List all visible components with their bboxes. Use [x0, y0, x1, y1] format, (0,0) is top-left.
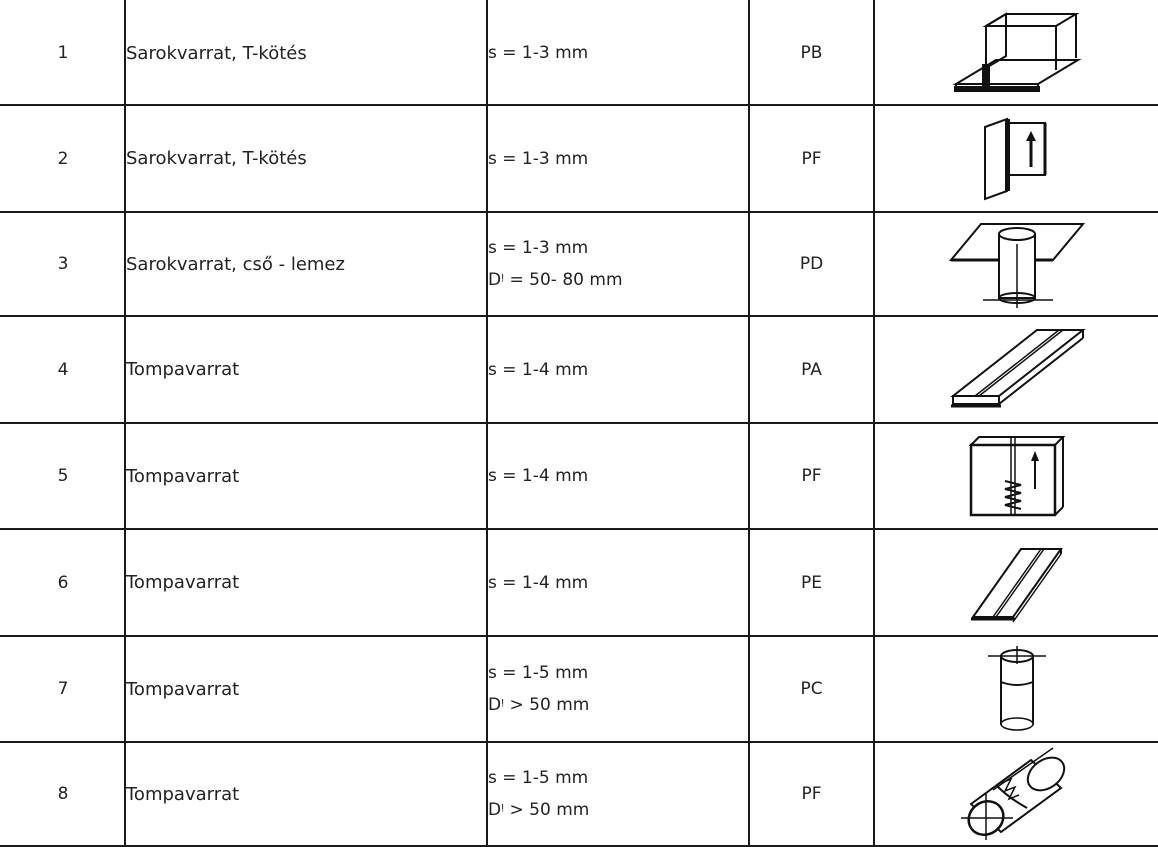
position-code: PC: [749, 636, 874, 742]
weld-type: Tompavarrat: [125, 742, 487, 846]
diagram-cell: [874, 636, 1158, 742]
table-row: [1, 1, 1158, 105]
thickness-line: s = 1-3 mm: [488, 148, 589, 169]
weld-type: Sarokvarrat, T-kötés: [125, 105, 487, 212]
table-row: [1, 636, 1158, 742]
thickness-line: Dᵎ = 50- 80 mm: [488, 270, 623, 290]
weld-type: Sarokvarrat, T-kötés: [125, 1, 487, 105]
thickness-cell: [487, 1, 749, 105]
row-number: 3: [1, 212, 125, 316]
pipe-butt-horizontal-icon: [982, 644, 1052, 734]
butt-weld-overhead-icon: [967, 543, 1067, 623]
thickness-line: s = 1-3 mm: [488, 43, 589, 63]
row-number: 7: [1, 636, 125, 742]
table-row: [1, 105, 1158, 212]
thickness-line: s = 1-4 mm: [488, 466, 589, 486]
pipe-butt-fixed-icon: [957, 746, 1077, 842]
weld-type: Tompavarrat: [125, 636, 487, 742]
thickness-line: s = 1-4 mm: [488, 572, 589, 593]
position-code: PE: [749, 529, 874, 636]
table-row: [1, 423, 1158, 529]
diagram-cell: [874, 1, 1158, 105]
thickness-cell: [487, 423, 749, 529]
pipe-to-plate-overhead-icon: [947, 220, 1087, 308]
thickness-cell: [487, 636, 749, 742]
table-row: [1, 742, 1158, 846]
diagram-cell: [874, 212, 1158, 316]
weld-type: Tompavarrat: [125, 529, 487, 636]
row-number: 4: [1, 316, 125, 423]
table-row: [1, 212, 1158, 316]
position-code: PB: [749, 1, 874, 105]
row-number: 1: [1, 1, 125, 105]
diagram-cell: [874, 742, 1158, 846]
thickness-line: s = 1-5 mm: [488, 768, 589, 788]
butt-weld-vertical-upward-icon: [965, 433, 1069, 519]
thickness-cell: [487, 212, 749, 316]
weld-type: Sarokvarrat, cső - lemez: [125, 212, 487, 316]
weld-type: Tompavarrat: [125, 423, 487, 529]
thickness-cell: [487, 105, 749, 212]
diagram-cell: [874, 316, 1158, 423]
thickness-cell: [487, 742, 749, 846]
row-number: 2: [1, 105, 125, 212]
thickness-line: s = 1-4 mm: [488, 359, 589, 380]
diagram-cell: [874, 105, 1158, 212]
position-code: PA: [749, 316, 874, 423]
position-code: PD: [749, 212, 874, 316]
weld-type: Tompavarrat: [125, 316, 487, 423]
thickness-line: s = 1-5 mm: [488, 663, 589, 683]
thickness-line: Dᵎ > 50 mm: [488, 800, 590, 820]
position-code: PF: [749, 105, 874, 212]
table-row: [1, 529, 1158, 636]
thickness-cell: [487, 529, 749, 636]
diagram-cell: [874, 423, 1158, 529]
table-row: [1, 316, 1158, 423]
fillet-t-joint-vertical-upward-icon: [977, 117, 1057, 201]
position-code: PF: [749, 742, 874, 846]
position-code: PF: [749, 423, 874, 529]
thickness-line: Dᵎ > 50 mm: [488, 695, 590, 715]
thickness-cell: [487, 316, 749, 423]
row-number: 8: [1, 742, 125, 846]
butt-weld-flat-icon: [947, 326, 1087, 414]
thickness-line: s = 1-3 mm: [488, 238, 589, 258]
row-number: 5: [1, 423, 125, 529]
row-number: 6: [1, 529, 125, 636]
diagram-cell: [874, 529, 1158, 636]
fillet-t-joint-horizontal-icon: [952, 10, 1082, 96]
